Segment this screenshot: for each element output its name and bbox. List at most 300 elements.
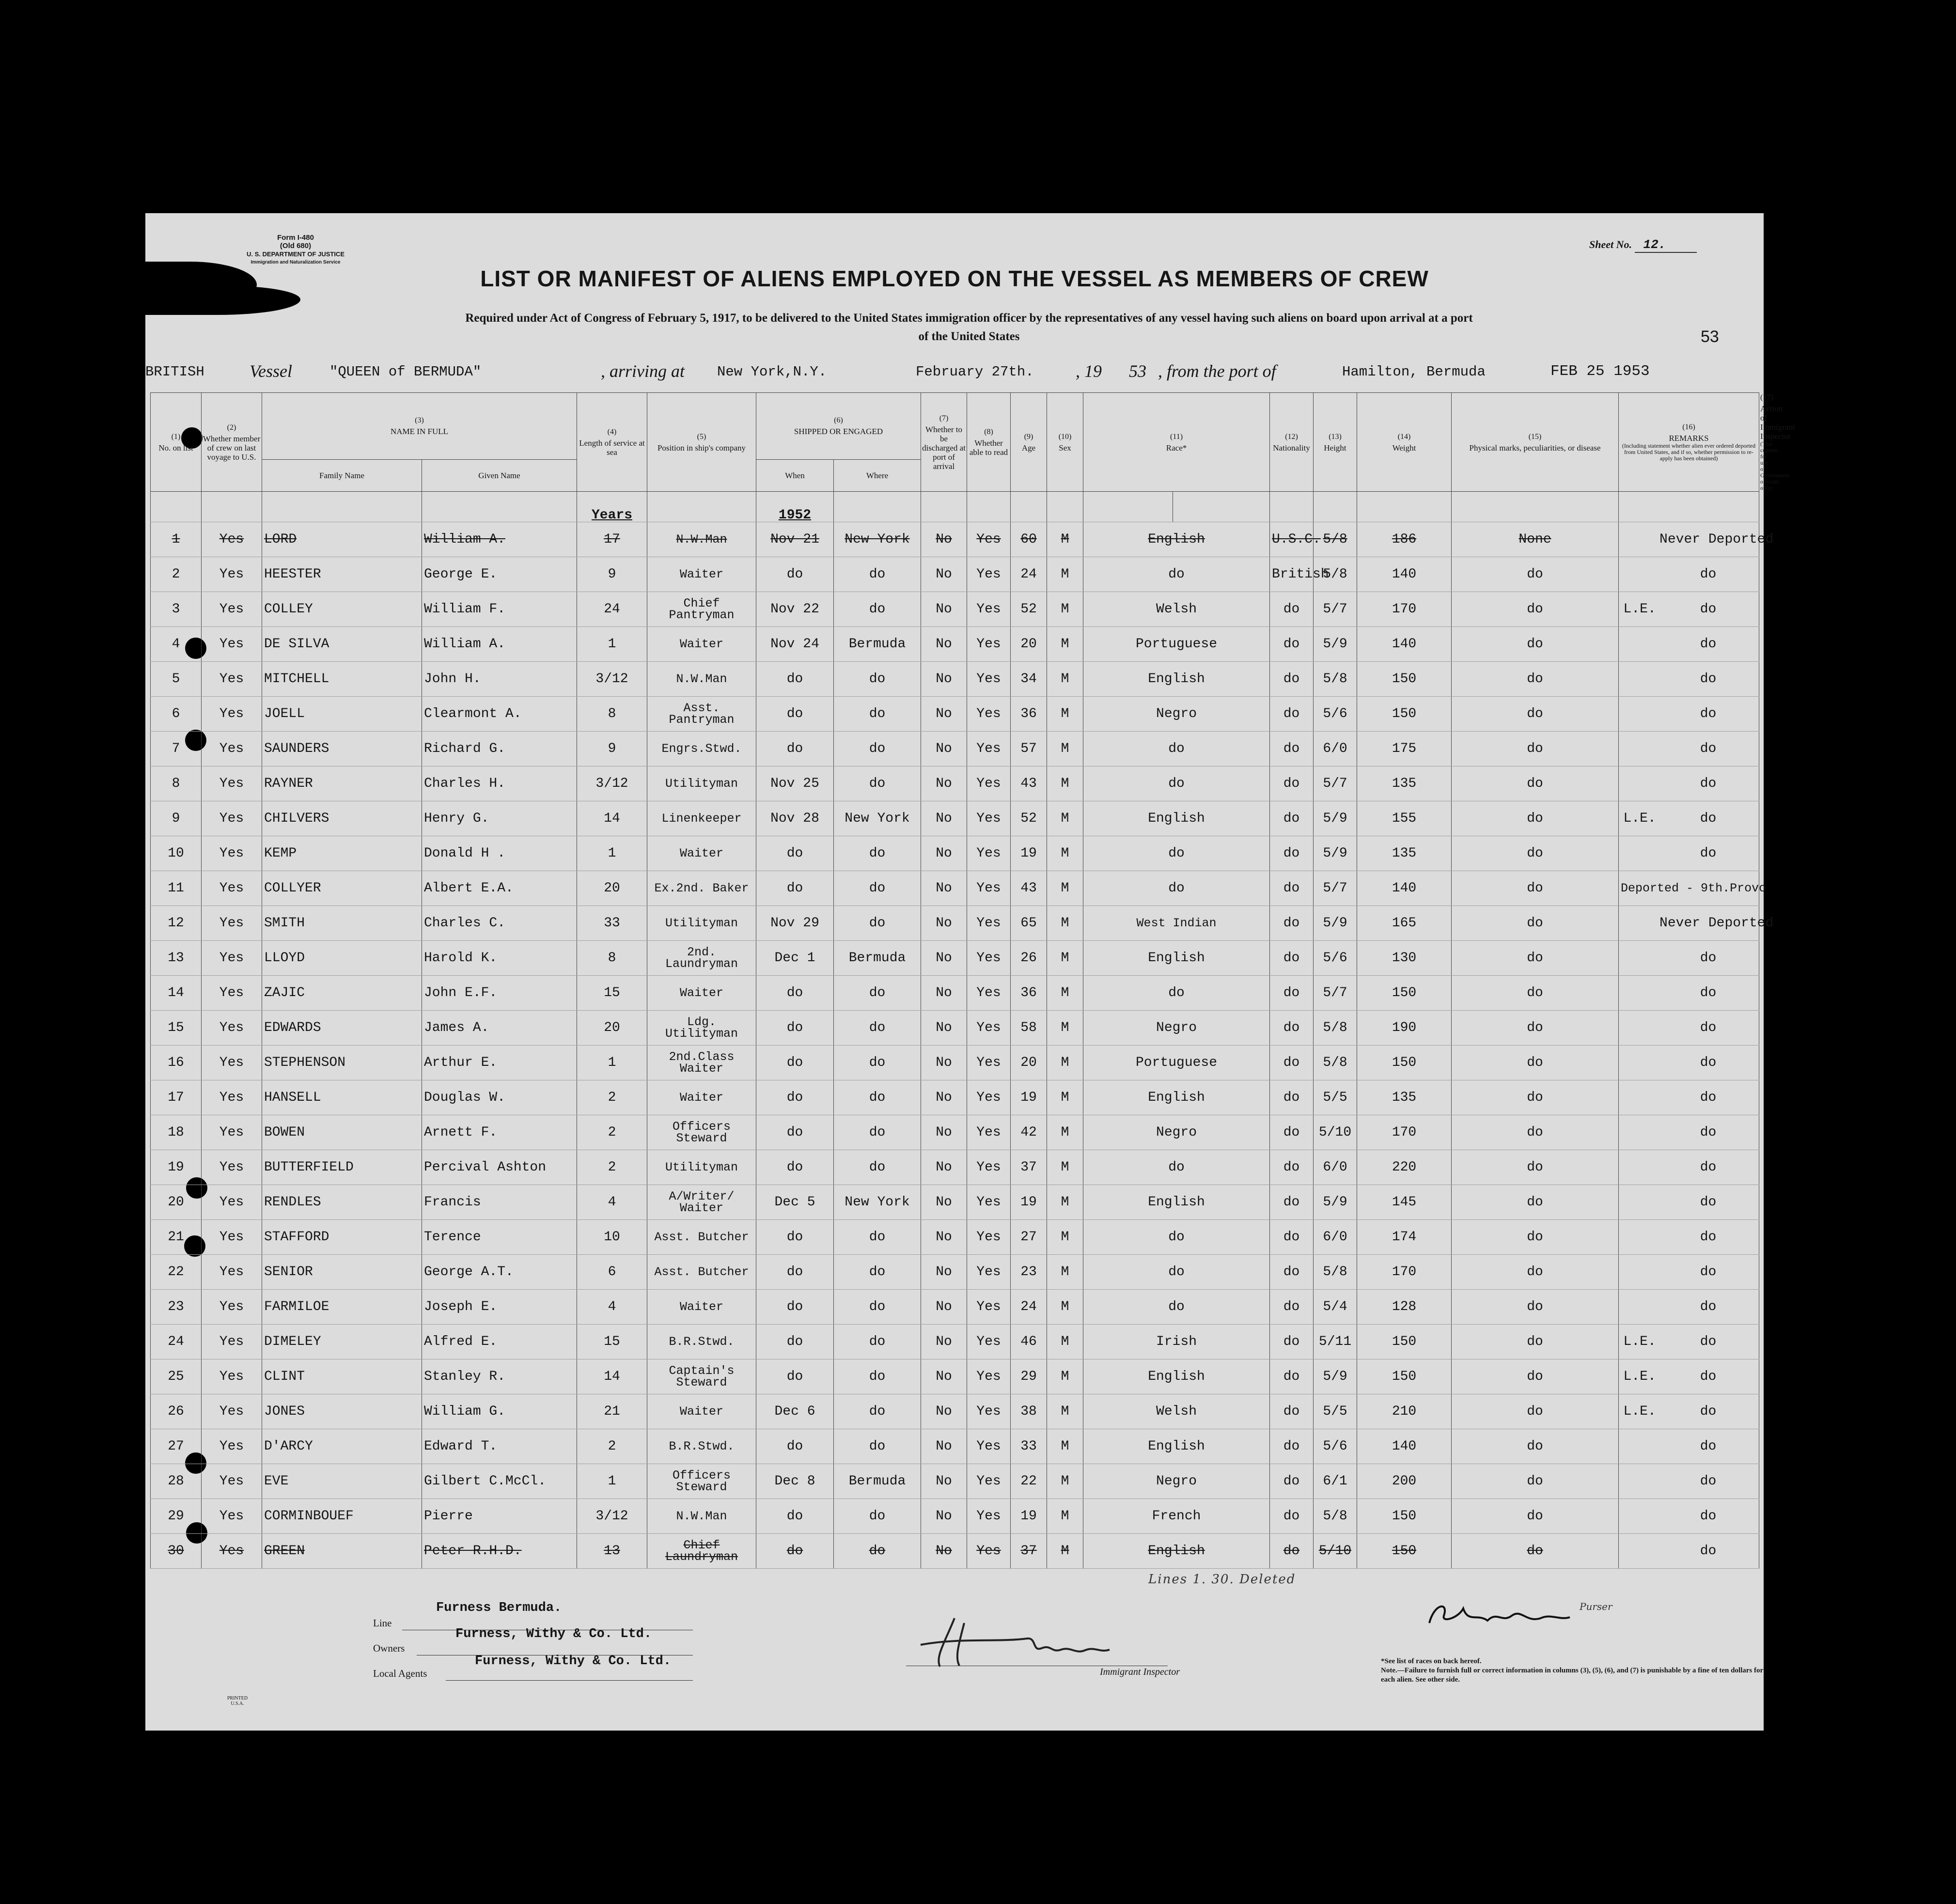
row-number-text: 29 <box>168 1509 184 1524</box>
remarks-cell <box>1619 801 1759 836</box>
discharged-cell <box>921 1534 967 1569</box>
remarks-cell <box>1619 1220 1759 1255</box>
engaged-when-cell <box>756 1011 834 1046</box>
family-name-text: LLOYD <box>264 951 305 966</box>
engaged-where-cell <box>834 522 921 557</box>
table-row <box>151 766 1759 801</box>
able-to-read-text: Yes <box>976 811 1001 826</box>
physical-marks-cell <box>1452 557 1619 592</box>
sex-text: M <box>1061 1125 1069 1140</box>
crew-member-cell <box>202 1080 262 1115</box>
length-of-service-text: 3/12 <box>595 671 628 687</box>
sex-cell <box>1047 1046 1083 1080</box>
height-text: 5/5 <box>1323 1090 1347 1105</box>
weight-text: 140 <box>1392 1439 1417 1454</box>
age-text: 20 <box>1020 1055 1037 1070</box>
able-to-read-cell <box>967 522 1011 557</box>
family-name-text: EDWARDS <box>264 1020 321 1035</box>
age-text: 24 <box>1020 567 1037 582</box>
discharged-cell <box>921 662 967 697</box>
physical-marks-text: do <box>1527 1055 1543 1070</box>
remarks-cell <box>1619 766 1759 801</box>
crew-manifest-table <box>150 392 1795 1569</box>
engaged-when-cell <box>756 976 834 1011</box>
position-cell <box>647 1150 756 1185</box>
table-row <box>151 1255 1759 1290</box>
age-text: 20 <box>1020 637 1037 652</box>
row-number-text: 21 <box>168 1230 184 1245</box>
row-number-text: 15 <box>168 1020 184 1035</box>
row-number-cell <box>151 662 202 697</box>
sex-cell <box>1047 766 1083 801</box>
physical-marks-text: do <box>1527 671 1543 687</box>
nationality-text: U.S.C. <box>1272 532 1321 547</box>
nationality-cell <box>1270 522 1321 557</box>
able-to-read-text: Yes <box>976 706 1001 721</box>
given-name-cell <box>422 557 577 592</box>
weight-cell <box>1357 1080 1452 1115</box>
engaged-where-cell <box>834 1046 921 1080</box>
length-of-service-text: 15 <box>604 985 620 1000</box>
weight-text: 150 <box>1392 1055 1417 1070</box>
able-to-read-cell <box>967 1464 1011 1499</box>
length-of-service-cell <box>577 941 647 976</box>
engaged-where-cell <box>834 1115 921 1150</box>
nationality-cell <box>1270 1499 1314 1534</box>
able-to-read-text: Yes <box>976 1090 1001 1105</box>
physical-marks-cell <box>1452 1429 1619 1464</box>
position-cell <box>647 1499 756 1534</box>
printer-mark: PRINTED U.S.A. <box>227 1696 248 1706</box>
position-text: Asst. Butcher <box>654 1264 749 1279</box>
race-cell <box>1083 662 1270 697</box>
engaged-where-text: New York <box>845 532 910 547</box>
given-name-text: William G. <box>424 1404 506 1419</box>
row-number-text: 13 <box>168 951 184 966</box>
given-name-cell <box>422 1220 577 1255</box>
sex-text: M <box>1061 1404 1069 1419</box>
discharged-text: No <box>936 1369 952 1384</box>
able-to-read-text: Yes <box>976 637 1001 652</box>
age-cell <box>1011 557 1047 592</box>
position-text: Utilityman <box>665 1160 738 1174</box>
table-row <box>151 1325 1759 1359</box>
crew-member-text: Yes <box>219 811 244 826</box>
age-cell <box>1011 662 1047 697</box>
length-of-service-text: 2 <box>608 1439 616 1454</box>
height-cell <box>1314 906 1357 941</box>
family-name-text: COLLYER <box>264 881 321 896</box>
weight-cell <box>1357 906 1452 941</box>
nationality-cell <box>1270 906 1314 941</box>
able-to-read-text: Yes <box>976 671 1001 687</box>
age-cell <box>1011 976 1047 1011</box>
physical-marks-text: do <box>1527 1160 1543 1175</box>
sex-text: M <box>1061 916 1069 931</box>
race-text: English <box>1148 811 1205 826</box>
position-text: Waiter <box>679 637 723 651</box>
engaged-where-cell <box>834 1220 921 1255</box>
discharged-cell <box>921 906 967 941</box>
able-to-read-cell <box>967 801 1011 836</box>
row-number-cell <box>151 871 202 906</box>
weight-cell <box>1357 801 1452 836</box>
physical-marks-cell <box>1452 801 1619 836</box>
discharged-text: No <box>936 671 952 687</box>
row-number-cell <box>151 592 202 627</box>
discharged-text: No <box>936 881 952 896</box>
able-to-read-cell <box>967 662 1011 697</box>
length-of-service-cell <box>577 1185 647 1220</box>
sex-cell <box>1047 1185 1083 1220</box>
sex-cell <box>1047 662 1083 697</box>
race-text: English <box>1148 1544 1205 1559</box>
height-cell <box>1314 1325 1357 1359</box>
family-name-cell <box>262 871 422 906</box>
length-of-service-text: 3/12 <box>595 1509 628 1524</box>
crew-member-text: Yes <box>219 916 244 931</box>
position-text: Waiter <box>679 985 723 1000</box>
engaged-where-text: Bermuda <box>848 1474 906 1489</box>
age-text: 24 <box>1020 1299 1037 1314</box>
given-name-cell <box>422 1046 577 1080</box>
engaged-when-text: Dec 1 <box>774 951 815 966</box>
age-cell <box>1011 1080 1047 1115</box>
length-of-service-text: 4 <box>608 1299 616 1314</box>
weight-cell <box>1357 1011 1452 1046</box>
length-of-service-cell <box>577 906 647 941</box>
physical-marks-text: None <box>1518 532 1551 547</box>
table-row <box>151 871 1759 906</box>
height-text: 5/10 <box>1318 1544 1352 1559</box>
remarks-cell <box>1619 627 1759 662</box>
remarks-prefix: L.E. <box>1623 1369 1656 1384</box>
length-of-service-cell <box>577 1011 647 1046</box>
race-text: do <box>1168 1264 1185 1280</box>
height-text: 5/8 <box>1323 1020 1347 1035</box>
family-name-cell <box>262 592 422 627</box>
discharged-cell <box>921 766 967 801</box>
length-of-service-text: 1 <box>608 1055 616 1070</box>
physical-marks-text: do <box>1527 1404 1543 1419</box>
remarks-cell <box>1619 1464 1759 1499</box>
able-to-read-cell <box>967 1046 1011 1080</box>
remarks-cell <box>1619 1429 1759 1464</box>
row-number-cell <box>151 1534 202 1569</box>
engaged-when-text: do <box>786 881 803 896</box>
age-cell <box>1011 801 1047 836</box>
given-name-cell <box>422 662 577 697</box>
height-cell <box>1314 1046 1357 1080</box>
race-cell <box>1083 627 1270 662</box>
discharged-text: No <box>936 1195 952 1210</box>
family-name-text: RENDLES <box>264 1195 321 1210</box>
sex-text: M <box>1061 671 1069 687</box>
age-text: 19 <box>1020 1509 1037 1524</box>
length-of-service-cell <box>577 836 647 871</box>
line-label: Line <box>373 1617 392 1629</box>
age-text: 43 <box>1020 881 1037 896</box>
sex-text: M <box>1061 1544 1069 1559</box>
row-number-text: 27 <box>168 1439 184 1454</box>
family-name-cell <box>262 697 422 732</box>
subheading-row <box>151 492 1759 522</box>
height-text: 5/7 <box>1323 776 1347 791</box>
engaged-where-text: do <box>869 985 886 1000</box>
nationality-cell <box>1270 1150 1314 1185</box>
table-row <box>151 1080 1759 1115</box>
nationality-cell <box>1270 1011 1314 1046</box>
table-row <box>151 1534 1759 1569</box>
age-cell <box>1011 766 1047 801</box>
row-number-cell <box>151 697 202 732</box>
position-cell <box>647 1220 756 1255</box>
crew-member-text: Yes <box>219 951 244 966</box>
crew-member-text: Yes <box>219 1020 244 1035</box>
length-of-service-cell <box>577 732 647 766</box>
race-cell <box>1083 732 1270 766</box>
able-to-read-cell <box>967 871 1011 906</box>
crew-member-text: Yes <box>219 1439 244 1454</box>
family-name-text: STEPHENSON <box>264 1055 346 1070</box>
engaged-where-cell <box>834 1325 921 1359</box>
height-cell <box>1314 836 1357 871</box>
engaged-where-text: do <box>869 1404 886 1419</box>
crew-member-cell <box>202 1011 262 1046</box>
length-of-service-text: 9 <box>608 567 616 582</box>
able-to-read-cell <box>967 557 1011 592</box>
able-to-read-text: Yes <box>976 776 1001 791</box>
given-name-text: Joseph E. <box>424 1299 498 1314</box>
sex-cell <box>1047 801 1083 836</box>
nationality-text: do <box>1283 1125 1300 1140</box>
row-number-cell <box>151 1185 202 1220</box>
remarks-cell <box>1619 1290 1759 1325</box>
purser-signature <box>1420 1594 1594 1638</box>
able-to-read-text: Yes <box>976 1230 1001 1245</box>
age-text: 38 <box>1020 1404 1037 1419</box>
age-text: 52 <box>1020 602 1037 617</box>
crew-member-text: Yes <box>219 985 244 1000</box>
remarks-text: do <box>1700 811 1717 826</box>
age-cell <box>1011 522 1047 557</box>
given-name-cell <box>422 732 577 766</box>
weight-text: 150 <box>1392 1369 1417 1384</box>
length-of-service-text: 14 <box>604 1369 620 1384</box>
weight-text: 150 <box>1392 1509 1417 1524</box>
given-name-cell <box>422 1429 577 1464</box>
nationality-text: do <box>1283 1160 1300 1175</box>
row-number-text: 30 <box>168 1544 184 1559</box>
able-to-read-cell <box>967 1290 1011 1325</box>
race-cell <box>1083 1394 1270 1429</box>
race-cell <box>1083 766 1270 801</box>
sex-cell <box>1047 592 1083 627</box>
physical-marks-cell <box>1452 1499 1619 1534</box>
engaged-when-text: do <box>786 1020 803 1035</box>
row-number-text: 7 <box>172 741 180 756</box>
row-number-cell <box>151 627 202 662</box>
engaged-where-cell <box>834 1011 921 1046</box>
table-row <box>151 906 1759 941</box>
years-subheading: Years <box>577 492 647 522</box>
age-text: 19 <box>1020 846 1037 861</box>
height-cell <box>1314 1464 1357 1499</box>
crew-member-text: Yes <box>219 1299 244 1314</box>
sex-text: M <box>1061 602 1069 617</box>
engaged-when-text: do <box>786 1264 803 1280</box>
discharged-cell <box>921 1255 967 1290</box>
able-to-read-text: Yes <box>976 1334 1001 1349</box>
col-header-given-name: Given Name <box>422 459 577 491</box>
engaged-where-text: Bermuda <box>848 951 906 966</box>
sex-cell <box>1047 1394 1083 1429</box>
department-name: U. S. DEPARTMENT OF JUSTICE <box>247 250 344 258</box>
col-header-service: (4) Length of service at sea <box>577 393 647 492</box>
sex-cell <box>1047 1429 1083 1464</box>
given-name-cell <box>422 1255 577 1290</box>
discharged-text: No <box>936 776 952 791</box>
position-text: A/Writer/ Waiter <box>669 1189 735 1215</box>
discharged-text: No <box>936 1055 952 1070</box>
sex-text: M <box>1061 1369 1069 1384</box>
given-name-text: James A. <box>424 1020 489 1035</box>
row-number-text: 24 <box>168 1334 184 1349</box>
engaged-where-text: do <box>869 741 886 756</box>
nationality-text: do <box>1283 1020 1300 1035</box>
col-header-when: When <box>756 459 834 491</box>
table-row <box>151 1150 1759 1185</box>
engaged-where-text: do <box>869 1509 886 1524</box>
remarks-text: Deported - 9th.Provo <box>1621 881 1767 895</box>
nationality-cell <box>1270 557 1329 592</box>
table-row <box>151 662 1759 697</box>
physical-marks-text: do <box>1527 916 1543 931</box>
from-port-label: , from the port of <box>1158 361 1276 381</box>
given-name-text: Charles H. <box>424 776 506 791</box>
position-cell <box>647 906 756 941</box>
sex-cell <box>1047 836 1083 871</box>
race-text: do <box>1168 1160 1185 1175</box>
engaged-where-text: do <box>869 916 886 931</box>
position-text: Waiter <box>679 567 723 581</box>
given-name-text: Charles C. <box>424 916 506 931</box>
height-cell <box>1314 941 1357 976</box>
physical-marks-text: do <box>1527 567 1543 582</box>
family-name-text: SAUNDERS <box>264 741 329 756</box>
position-text: B.R.Stwd. <box>669 1334 735 1349</box>
height-cell <box>1314 1255 1357 1290</box>
crew-member-cell <box>202 522 262 557</box>
remarks-cell <box>1619 1499 1759 1534</box>
table-row <box>151 1499 1759 1534</box>
length-of-service-cell <box>577 976 647 1011</box>
height-text: 5/4 <box>1323 1299 1347 1314</box>
height-cell <box>1314 1394 1357 1429</box>
position-cell <box>647 557 756 592</box>
age-text: 37 <box>1020 1160 1037 1175</box>
race-text: do <box>1168 881 1185 896</box>
given-name-cell <box>422 836 577 871</box>
remarks-text: do <box>1700 951 1717 966</box>
engaged-where-cell <box>834 1080 921 1115</box>
length-of-service-cell <box>577 1080 647 1115</box>
length-of-service-cell <box>577 662 647 697</box>
row-number-cell <box>151 1011 202 1046</box>
discharged-cell <box>921 1115 967 1150</box>
remarks-text: do <box>1700 741 1717 756</box>
remarks-text: do <box>1700 776 1717 791</box>
height-text: 6/0 <box>1323 1230 1347 1245</box>
row-number-cell <box>151 732 202 766</box>
discharged-text: No <box>936 706 952 721</box>
footer <box>218 1599 1763 1725</box>
remarks-cell <box>1619 1255 1759 1290</box>
weight-text: 135 <box>1392 846 1417 861</box>
row-number-text: 10 <box>168 846 184 861</box>
given-name-cell <box>422 906 577 941</box>
height-text: 6/1 <box>1323 1474 1347 1489</box>
position-text: Engrs.Stwd. <box>661 741 742 756</box>
position-text: Chief Laundryman <box>665 1538 738 1564</box>
table-row <box>151 1429 1759 1464</box>
discharged-text: No <box>936 532 952 547</box>
position-cell <box>647 871 756 906</box>
col-header-read: (8) Whether able to read <box>967 393 1011 492</box>
length-of-service-text: 3/12 <box>595 776 628 791</box>
able-to-read-cell <box>967 1080 1011 1115</box>
engaged-where-text: do <box>869 1020 886 1035</box>
family-name-cell <box>262 662 422 697</box>
family-name-cell <box>262 1220 422 1255</box>
physical-marks-cell <box>1452 1325 1619 1359</box>
remarks-text: do <box>1700 1195 1717 1210</box>
engaged-when-cell <box>756 906 834 941</box>
family-name-cell <box>262 801 422 836</box>
race-text: do <box>1168 776 1185 791</box>
table-row <box>151 697 1759 732</box>
crew-member-text: Yes <box>219 741 244 756</box>
row-number-text: 25 <box>168 1369 184 1384</box>
weight-cell <box>1357 522 1452 557</box>
given-name-text: Francis <box>424 1195 481 1210</box>
row-number-cell <box>151 1290 202 1325</box>
weight-text: 135 <box>1392 1090 1417 1105</box>
col-header-race: (11) Race* <box>1083 393 1270 492</box>
race-cell <box>1083 1255 1270 1290</box>
crew-member-cell <box>202 871 262 906</box>
engaged-where-text: New York <box>845 1195 910 1210</box>
height-text: 5/8 <box>1323 532 1347 547</box>
length-of-service-text: 20 <box>604 881 620 896</box>
engaged-when-cell <box>756 1150 834 1185</box>
nationality-text: do <box>1283 1474 1300 1489</box>
engaged-when-cell <box>756 592 834 627</box>
nationality-text: do <box>1283 602 1300 617</box>
physical-marks-text: do <box>1527 1369 1543 1384</box>
row-number-text: 16 <box>168 1055 184 1070</box>
race-cell <box>1083 906 1270 941</box>
position-cell <box>647 1534 756 1569</box>
length-of-service-text: 2 <box>608 1125 616 1140</box>
engaged-when-text: do <box>786 567 803 582</box>
weight-cell <box>1357 1115 1452 1150</box>
given-name-cell <box>422 1080 577 1115</box>
header-row: (1) No. on list (2) Whether member of crew on last voyage to U.S. (3) NAME IN FULL (4) Length of service at sea (5) Position in ship's company (6) SHIPPED OR ENGAGED (7) Whether to be discharged at port of arrival (8) Whether able to read (9) Age (10) Sex (11) Race* (12) Nationality (13) Height (14) Weight (15) Physical marks, peculiarities, or disease (16) REMARKS (Including statement whether alien ever ordered deported from United States, and if so, whether permission to re-apply has been obtained) (17) Action of Immigrant Inspector (This column for use of Government officials only) <box>151 393 1759 460</box>
crew-member-cell <box>202 906 262 941</box>
family-name-text: JOELL <box>264 706 305 721</box>
age-cell <box>1011 1011 1047 1046</box>
